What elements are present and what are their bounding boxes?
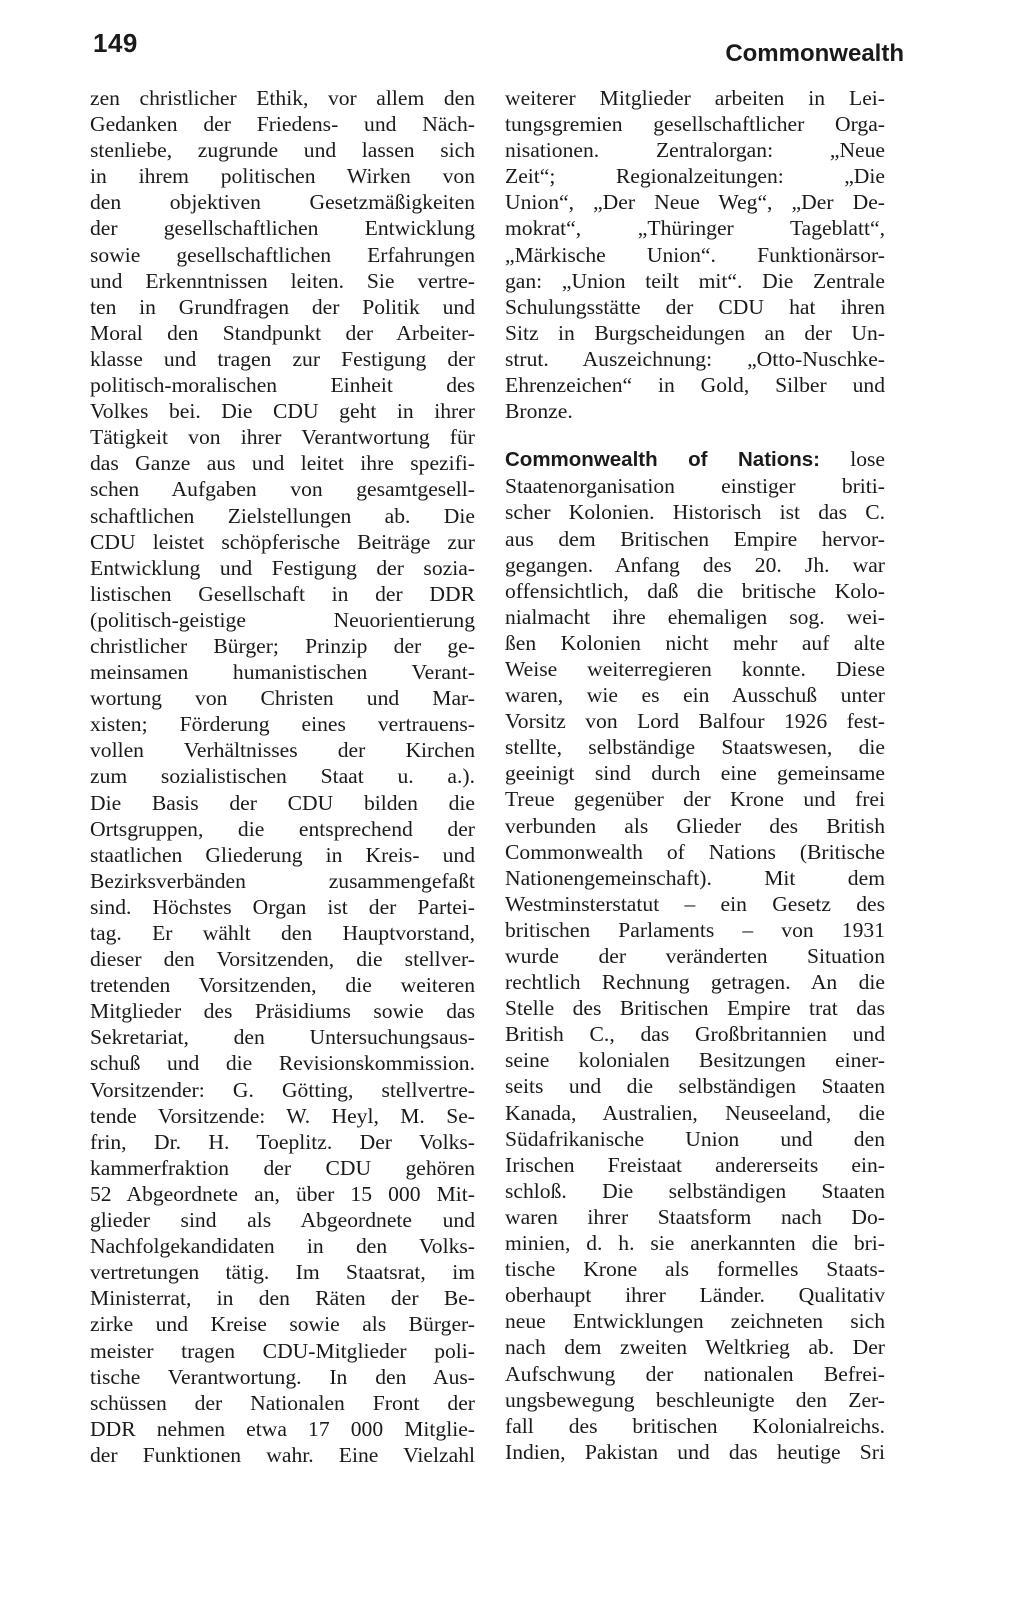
text-line: Moral den Standpunkt der Arbeiter- xyxy=(90,320,475,345)
text-line: stenliebe, zugrunde und lassen sich xyxy=(90,138,475,163)
text-line: Aufschwung der nationalen Befrei- xyxy=(505,1361,885,1386)
text-line: (politisch-geistige Neuorientierung xyxy=(90,607,475,632)
text-line: ten in Grundfragen der Politik und xyxy=(90,294,475,319)
text-line: nach dem zweiten Weltkrieg ab. Der xyxy=(505,1335,885,1360)
text-line: verbunden als Glieder des British xyxy=(505,813,885,838)
text-line: Staatenorganisation einstiger briti- xyxy=(505,474,885,499)
text-line: sind. Höchstes Organ ist der Partei- xyxy=(90,894,475,919)
text-line: und Erkenntnissen leiten. Sie vertre- xyxy=(90,268,475,293)
entry-first-line xyxy=(505,446,885,473)
text-line: Volkes bei. Die CDU geht in ihrer xyxy=(90,399,475,424)
text-line: christlicher Bürger; Prinzip der ge- xyxy=(90,633,475,658)
text-line: seits und die selbständigen Staaten xyxy=(505,1074,885,1099)
text-line: Ortsgruppen, die entsprechend der xyxy=(90,816,475,841)
text-line: gegangen. Anfang des 20. Jh. war xyxy=(505,552,885,577)
text-line: stellte, selbständige Staatswesen, die xyxy=(505,735,885,760)
text-line: Kanada, Australien, Neuseeland, die xyxy=(505,1100,885,1125)
text-line: tungsgremien gesellschaftlicher Orga- xyxy=(505,112,885,137)
text-line: minien, d. h. sie anerkannten die bri- xyxy=(505,1231,885,1256)
text-line: geeinigt sind durch eine gemeinsame xyxy=(505,761,885,786)
text-line: xisten; Förderung eines vertrauens- xyxy=(90,712,475,737)
text-line: nisationen. Zentralorgan: „Neue xyxy=(505,138,885,163)
text-line: der gesellschaftlichen Entwicklung xyxy=(90,216,475,241)
text-line: Nachfolgekandidaten in den Volks- xyxy=(90,1234,475,1259)
text-line: Entwicklung und Festigung der sozia- xyxy=(90,555,475,580)
text-line: CDU leistet schöpferische Beiträge zur xyxy=(90,529,475,554)
entry-commonwealth-of-nations xyxy=(505,446,885,1465)
text-line: Westminsterstatut – ein Gesetz des xyxy=(505,891,885,916)
text-line: politisch-moralischen Einheit des xyxy=(90,373,475,398)
text-line: klasse und tragen zur Festigung der xyxy=(90,346,475,371)
text-line: Die Basis der CDU bilden die xyxy=(90,790,475,815)
text-line: tische Krone als formelles Staats- xyxy=(505,1257,885,1282)
text-line: Gedanken der Friedens- und Näch- xyxy=(90,112,475,137)
text-line: Schulungsstätte der CDU hat ihren xyxy=(505,294,885,319)
text-line: nialmacht ihre ehemaligen sog. wei- xyxy=(505,604,885,629)
text-line: tische Verantwortung. In den Aus- xyxy=(90,1364,475,1389)
text-line: Südafrikanische Union und den xyxy=(505,1126,885,1151)
text-line: Stelle des Britischen Empire trat das xyxy=(505,996,885,1021)
text-line: Sekretariat, den Untersuchungsaus- xyxy=(90,1025,475,1050)
text-line: Ehrenzeichen“ in Gold, Silber und xyxy=(505,373,885,398)
text-line: scher Kolonien. Historisch ist das C. xyxy=(505,500,885,525)
text-line: schüssen der Nationalen Front der xyxy=(90,1390,475,1415)
text-line: weiterer Mitglieder arbeiten in Lei- xyxy=(505,86,885,110)
text-line: British C., das Großbritannien und xyxy=(505,1022,885,1047)
text-line: der Funktionen wahr. Eine Vielzahl xyxy=(90,1442,475,1467)
text-line: meinsamen humanistischen Verant- xyxy=(90,660,475,685)
text-line: Mitglieder des Präsidiums sowie das xyxy=(90,999,475,1024)
text-line: tende Vorsitzende: W. Heyl, M. Se- xyxy=(90,1103,475,1128)
text-line: listischen Gesellschaft in der DDR xyxy=(90,581,475,606)
text-line: vollen Verhältnisses der Kirchen xyxy=(90,738,475,763)
text-line: wurde der veränderten Situation xyxy=(505,944,885,968)
text-line: aus dem Britischen Empire hervor- xyxy=(505,526,885,551)
text-line: schen Aufgaben von gesamtgesell- xyxy=(90,477,475,502)
text-line: oberhaupt ihrer Länder. Qualitativ xyxy=(505,1283,885,1308)
text-line: „Märkische Union“. Funktionärsor- xyxy=(505,242,885,267)
running-head: Commonwealth xyxy=(725,40,904,67)
text-line: meister tragen CDU-Mitglieder poli- xyxy=(90,1338,475,1363)
text-line: waren ihrer Staatsform nach Do- xyxy=(505,1204,885,1229)
text-line: britischen Parlaments – von 1931 xyxy=(505,917,885,942)
text-line: Nationengemeinschaft). Mit dem xyxy=(505,865,885,890)
text-line: ßen Kolonien nicht mehr auf alte xyxy=(505,630,885,655)
entry-term: Commonwealth of Nations: xyxy=(505,448,820,472)
text-line: Bronze. xyxy=(505,399,573,424)
text-line: Vorsitzender: G. Götting, stellvertre- xyxy=(90,1077,475,1102)
text-line: Union“, „Der Neue Weg“, „Der De- xyxy=(505,190,885,215)
text-line: 52 Abgeordnete an, über 15 000 Mit- xyxy=(90,1181,475,1206)
text-line: das Ganze aus und leitet ihre spezifi- xyxy=(90,451,475,476)
text-line: rechtlich Rechnung getragen. An die xyxy=(505,970,885,995)
text-line: staatlichen Gliederung in Kreis- und xyxy=(90,842,475,867)
text-line: fall des britischen Kolonialreichs. xyxy=(505,1413,885,1438)
entry-body xyxy=(505,473,885,1465)
text-line: strut. Auszeichnung: „Otto-Nuschke- xyxy=(505,346,885,371)
text-line: Sitz in Burgscheidungen an der Un- xyxy=(505,320,885,345)
text-line: zum sozialistischen Staat u. a.). xyxy=(90,764,475,789)
text-line: wortung von Christen und Mar- xyxy=(90,686,475,711)
text-line: tretenden Vorsitzenden, die weiteren xyxy=(90,973,475,998)
text-line: sowie gesellschaftlichen Erfahrungen xyxy=(90,242,475,267)
text-line: Vorsitz von Lord Balfour 1926 fest- xyxy=(505,709,885,734)
entry-separator xyxy=(505,424,885,446)
text-line: Irischen Freistaat andererseits ein- xyxy=(505,1152,885,1177)
text-line: dieser den Vorsitzenden, die stellver- xyxy=(90,947,475,972)
text-line: neue Entwicklungen zeichneten sich xyxy=(505,1309,885,1334)
text-line: Indien, Pakistan und das heutige Sri xyxy=(505,1439,885,1464)
left-column xyxy=(90,85,475,1468)
text-line: Zeit“; Regionalzeitungen: „Die xyxy=(505,164,885,189)
text-line: ungsbewegung beschleunigte den Zer- xyxy=(505,1387,885,1412)
text-line: offensichtlich, daß die britische Kolo- xyxy=(505,578,885,603)
text-line: Bezirksverbänden zusammengefaßt xyxy=(90,868,475,893)
text-line: tag. Er wählt den Hauptvorstand, xyxy=(90,921,475,945)
text-line: DDR nehmen etwa 17 000 Mitglie- xyxy=(90,1416,475,1441)
text-line: Treue gegenüber der Krone und frei xyxy=(505,787,885,812)
text-line: Tätigkeit von ihrer Verantwortung für xyxy=(90,425,475,450)
text-line: den objektiven Gesetzmäßigkeiten xyxy=(90,190,475,215)
text-line: Weise weiterregieren konnte. Diese xyxy=(505,656,885,681)
text-line: frin, Dr. H. Toeplitz. Der Volks- xyxy=(90,1129,475,1154)
text-line: Ministerrat, in den Räten der Be- xyxy=(90,1286,475,1311)
text-line: Commonwealth of Nations (Britische xyxy=(505,839,885,864)
entry-first-line-text: lose xyxy=(850,447,885,472)
text-line: kammerfraktion der CDU gehören xyxy=(90,1155,475,1180)
text-line: zen christlicher Ethik, vor allem den xyxy=(90,86,475,110)
text-line: zirke und Kreise sowie als Bürger- xyxy=(90,1312,475,1337)
text-line: seine kolonialen Besitzungen einer- xyxy=(505,1048,885,1073)
text-line: waren, wie es ein Ausschuß unter xyxy=(505,683,885,708)
text-line: in ihrem politischen Wirken von xyxy=(90,164,475,189)
text-line: glieder sind als Abgeordnete und xyxy=(90,1208,475,1233)
previous-entry-continuation xyxy=(505,85,885,424)
text-line: gan: „Union teilt mit“. Die Zentrale xyxy=(505,268,885,293)
text-line: schuß und die Revisionskommission. xyxy=(90,1051,475,1076)
text-line: schaftlichen Zielstellungen ab. Die xyxy=(90,503,475,528)
text-line: schloß. Die selbständigen Staaten xyxy=(505,1178,885,1203)
text-line: mokrat“, „Thüringer Tageblatt“, xyxy=(505,216,885,241)
text-line: vertretungen tätig. Im Staatsrat, im xyxy=(90,1260,475,1285)
right-column xyxy=(505,85,885,1465)
page-number: 149 xyxy=(93,28,138,58)
